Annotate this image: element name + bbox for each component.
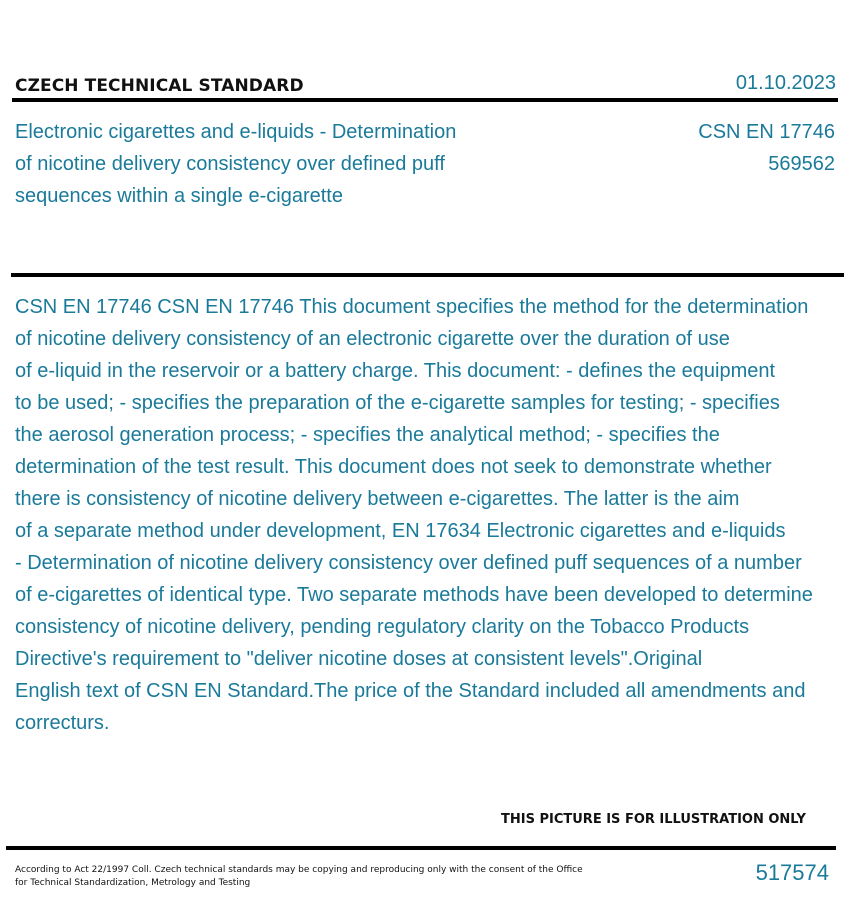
description-line: of nicotine delivery consistency of an electronic cigarette over the duration of use xyxy=(15,328,730,350)
description-line: consistency of nicotine delivery, pending regulatory clarity on the Tobacco Products xyxy=(15,616,750,638)
standard-title xyxy=(15,116,505,212)
document-header-title: CZECH TECHNICAL STANDARD xyxy=(15,76,304,96)
description-line: of e-liquid in the reservoir or a battery charge. This document: - defines the equipment xyxy=(15,360,776,382)
catalog-number: 569562 xyxy=(768,153,835,175)
description-line: the aerosol generation process; - specifies the analytical method; - specifies the xyxy=(15,424,720,446)
legal-line: for Technical Standardization, Metrology and Testing xyxy=(15,878,251,888)
publication-date: 01.10.2023 xyxy=(735,72,836,94)
document-number: 517574 xyxy=(755,860,829,885)
header-divider xyxy=(12,98,838,102)
description-line: there is consistency of nicotine delivery between e-cigarettes. The latter is the aim xyxy=(15,488,740,510)
standard-identifiers xyxy=(698,116,835,180)
illustration-notice: THIS PICTURE IS FOR ILLUSTRATION ONLY xyxy=(501,812,806,827)
standard-code: CSN EN 17746 xyxy=(698,121,835,143)
legal-notice xyxy=(15,864,595,890)
title-divider xyxy=(11,273,844,277)
legal-line: According to Act 22/1997 Coll. Czech technical standards may be copying and reproducing only with the consent of the Office xyxy=(15,865,583,875)
standard-title-line: of nicotine delivery consistency over defined puff xyxy=(15,153,445,175)
footer-divider xyxy=(6,846,836,850)
description-line: of e-cigarettes of identical type. Two separate methods have been developed to determine xyxy=(15,584,813,606)
description-line: determination of the test result. This document does not seek to demonstrate whether xyxy=(15,456,772,478)
standard-description xyxy=(15,291,865,739)
description-line: - Determination of nicotine delivery consistency over defined puff sequences of a number xyxy=(15,552,802,574)
standard-title-line: sequences within a single e-cigarette xyxy=(15,185,343,207)
description-line: correcturs. xyxy=(15,712,110,734)
description-line: to be used; - specifies the preparation of the e-cigarette samples for testing; - specifies xyxy=(15,392,780,414)
description-line: English text of CSN EN Standard.The price of the Standard included all amendments and xyxy=(15,680,806,702)
description-line: Directive's requirement to "deliver nicotine doses at consistent levels".Original xyxy=(15,648,703,670)
description-line: of a separate method under development, EN 17634 Electronic cigarettes and e-liquids xyxy=(15,520,786,542)
description-line: CSN EN 17746 CSN EN 17746 This document specifies the method for the determination xyxy=(15,296,809,318)
standard-title-line: Electronic cigarettes and e-liquids - Determination xyxy=(15,121,457,143)
